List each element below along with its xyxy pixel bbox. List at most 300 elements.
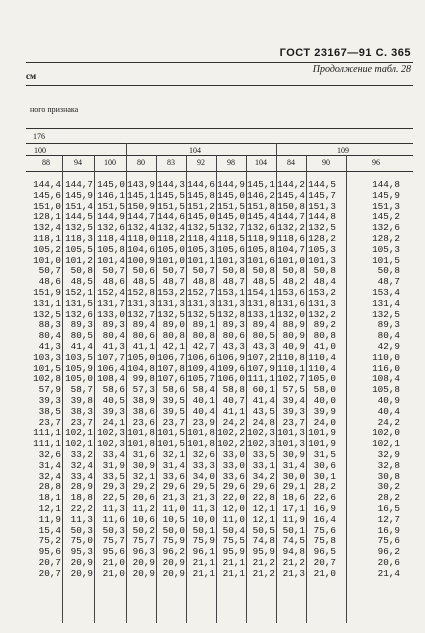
table-cell: 48,7 <box>377 276 400 288</box>
table-cell: 101,0 <box>33 254 61 266</box>
table-cell: 96,1 <box>192 546 215 558</box>
table-cell: 33,0 <box>222 459 245 471</box>
table-cell: 75,6 <box>377 535 400 547</box>
table-cell: 131,5 <box>65 297 93 309</box>
table-cell: 74,8 <box>252 535 275 547</box>
table-cell: 146,1 <box>97 189 125 201</box>
table-cell: 11,3 <box>102 502 125 514</box>
table-cell: 32,1 <box>162 448 185 460</box>
table-cell: 131,3 <box>127 297 155 309</box>
col-head-98: 98 <box>227 158 235 167</box>
header-rule <box>26 62 413 63</box>
table-cell: 102,7 <box>277 373 305 385</box>
table-cell: 131,6 <box>277 297 305 309</box>
data-column-83 <box>156 180 185 579</box>
table-cell: 132,8 <box>217 308 245 320</box>
table-cell: 118,6 <box>277 232 305 244</box>
table-cell: 101,0 <box>157 254 185 266</box>
table-cell: 18,8 <box>70 492 93 504</box>
col-head-90: 90 <box>322 158 330 167</box>
table-cell: 32,9 <box>377 448 400 460</box>
table-cell: 21,0 <box>313 567 336 579</box>
table-cell: 41,0 <box>313 340 336 352</box>
rule-2 <box>26 143 413 144</box>
table-cell: 38,6 <box>132 405 155 417</box>
table-cell: 39,3 <box>38 394 61 406</box>
table-cell: 101,5 <box>33 362 61 374</box>
table-cell: 132,6 <box>97 222 125 234</box>
sign-fragment: ного признака <box>30 105 79 114</box>
table-cell: 28,9 <box>70 481 93 493</box>
table-cell: 50,7 <box>38 265 61 277</box>
table-cell: 101,8 <box>127 427 155 439</box>
table-cell: 106,4 <box>97 362 125 374</box>
table-cell: 132,5 <box>308 222 336 234</box>
table-cell: 33,6 <box>162 470 185 482</box>
col-head-96: 96 <box>372 158 380 167</box>
table-cell: 105,3 <box>187 243 215 255</box>
table-cell: 128,2 <box>372 232 400 244</box>
table-cell: 75,7 <box>102 535 125 547</box>
table-cell: 29,1 <box>282 481 305 493</box>
table-cell: 89,0 <box>162 319 185 331</box>
table-cell: 89,4 <box>132 319 155 331</box>
col-head-104: 104 <box>255 158 267 167</box>
table-cell: 58,7 <box>70 384 93 396</box>
table-cell: 101,5 <box>157 427 185 439</box>
table-cell: 102,1 <box>65 438 93 450</box>
table-cell: 75,9 <box>192 535 215 547</box>
table-cell: 29,2 <box>132 481 155 493</box>
table-cell: 33,4 <box>70 470 93 482</box>
table-cell: 145,0 <box>97 179 125 190</box>
table-cell: 40,9 <box>377 394 400 406</box>
table-cell: 17,1 <box>282 502 305 514</box>
table-cell: 118,4 <box>97 232 125 244</box>
table-cell: 151,5 <box>97 200 125 212</box>
table-cell: 20,9 <box>132 556 155 568</box>
table-cell: 40,9 <box>282 340 305 352</box>
table-cell: 31,4 <box>38 459 61 471</box>
col-head-94: 94 <box>74 158 82 167</box>
table-cell: 23,7 <box>282 416 305 428</box>
col-head-92: 92 <box>197 158 205 167</box>
table-cell: 103,5 <box>65 351 93 363</box>
table-cell: 39,5 <box>162 394 185 406</box>
table-cell: 132,4 <box>157 222 185 234</box>
table-cell: 20,6 <box>377 556 400 568</box>
table-cell: 101,8 <box>187 438 215 450</box>
table-cell: 20,9 <box>132 567 155 579</box>
table-cell: 143,9 <box>127 179 155 190</box>
table-cell: 89,4 <box>252 319 275 331</box>
table-cell: 107,6 <box>157 373 185 385</box>
table-cell: 132,5 <box>157 308 185 320</box>
table-cell: 21,1 <box>192 567 215 579</box>
table-cell: 96,3 <box>132 546 155 558</box>
table-cell: 33,5 <box>102 470 125 482</box>
table-cell: 153,1 <box>217 286 245 298</box>
table-cell: 128,2 <box>308 232 336 244</box>
table-cell: 75,8 <box>313 535 336 547</box>
table-cell: 151,9 <box>33 286 61 298</box>
table-cell: 43,3 <box>252 340 275 352</box>
table-cell: 151,5 <box>217 200 245 212</box>
table-cell: 41,4 <box>70 340 93 352</box>
table-cell: 151,3 <box>308 200 336 212</box>
table-cell: 32,6 <box>192 448 215 460</box>
table-cell: 39,5 <box>162 405 185 417</box>
table-cell: 48,5 <box>132 276 155 288</box>
table-cell: 40,4 <box>377 405 400 417</box>
table-cell: 102,3 <box>247 438 275 450</box>
table-cell: 80,8 <box>313 330 336 342</box>
table-cell: 145,4 <box>247 211 275 223</box>
table-cell: 105,8 <box>97 243 125 255</box>
table-cell: 10,0 <box>192 513 215 525</box>
table-cell: 39,8 <box>70 394 93 406</box>
table-cell: 10,6 <box>132 513 155 525</box>
table-cell: 21,0 <box>102 556 125 568</box>
unit-fragment: см <box>26 71 37 81</box>
table-cell: 95,6 <box>102 546 125 558</box>
table-cell: 20,6 <box>132 492 155 504</box>
table-cell: 18,6 <box>282 492 305 504</box>
table-cell: 50,1 <box>282 524 305 536</box>
col-head-100: 100 <box>104 158 116 167</box>
table-cell: 24,2 <box>377 416 400 428</box>
table-cell: 80,5 <box>252 330 275 342</box>
table-cell: 101,9 <box>308 427 336 439</box>
table-cell: 39,9 <box>313 405 336 417</box>
table-cell: 58,6 <box>162 384 185 396</box>
table-cell: 106,0 <box>217 373 245 385</box>
table-cell: 105,0 <box>65 373 93 385</box>
table-cell: 12,1 <box>252 513 275 525</box>
table-cell: 102,3 <box>97 427 125 439</box>
table-cell: 131,3 <box>308 297 336 309</box>
table-cell: 48,5 <box>252 276 275 288</box>
table-cell: 132,4 <box>33 222 61 234</box>
table-cell: 105,3 <box>308 243 336 255</box>
table-cell: 12,1 <box>38 502 61 514</box>
table-cell: 133,1 <box>247 308 275 320</box>
table-cell: 107,8 <box>157 362 185 374</box>
table-cell: 50,8 <box>313 265 336 277</box>
table-cell: 33,4 <box>102 448 125 460</box>
table-cell: 101,3 <box>308 254 336 266</box>
table-cell: 108,4 <box>372 373 400 385</box>
table-cell: 75,0 <box>70 535 93 547</box>
table-cell: 118,9 <box>247 232 275 244</box>
table-cell: 101,6 <box>247 254 275 266</box>
table-cell: 132,4 <box>127 222 155 234</box>
table-cell: 144,7 <box>277 211 305 223</box>
table-cell: 41,1 <box>222 405 245 417</box>
table-cell: 144,4 <box>33 179 61 190</box>
table-cell: 88,3 <box>38 319 61 331</box>
table-cell: 41,3 <box>38 340 61 352</box>
table-cell: 151,4 <box>65 200 93 212</box>
table-cell: 32,4 <box>38 470 61 482</box>
table-cell: 105,2 <box>33 243 61 255</box>
table-cell: 144,7 <box>65 179 93 190</box>
table-cell: 30,8 <box>377 470 400 482</box>
table-cell: 38,5 <box>38 405 61 417</box>
table-cell: 33,2 <box>70 448 93 460</box>
table-cell: 30,1 <box>313 470 336 482</box>
table-cell: 38,9 <box>132 394 155 406</box>
table-cell: 28,8 <box>38 481 61 493</box>
table-cell: 102,2 <box>217 438 245 450</box>
table-cell: 96,5 <box>313 546 336 558</box>
table-cell: 110,4 <box>308 351 336 363</box>
table-cell: 110,0 <box>372 351 400 363</box>
table-cell: 101,8 <box>187 427 215 439</box>
table-cell: 11,6 <box>102 513 125 525</box>
table-cell: 144,8 <box>372 179 400 190</box>
table-cell: 48,7 <box>162 276 185 288</box>
data-column-94 <box>62 180 93 579</box>
table-cell: 132,7 <box>217 222 245 234</box>
table-cell: 132,5 <box>33 308 61 320</box>
table-cell: 50,8 <box>252 265 275 277</box>
table-cell: 15,4 <box>38 524 61 536</box>
table-cell: 50,8 <box>282 265 305 277</box>
col-head-84: 84 <box>287 158 295 167</box>
table-cell: 131,7 <box>97 297 125 309</box>
table-cell: 30,9 <box>282 448 305 460</box>
table-cell: 107,2 <box>247 351 275 363</box>
table-cell: 48,2 <box>282 276 305 288</box>
table-cell: 153,2 <box>157 286 185 298</box>
table-cell: 89,3 <box>102 319 125 331</box>
top-value: 176 <box>33 132 45 141</box>
table-cell: 144,5 <box>65 211 93 223</box>
table-cell: 145,0 <box>187 211 215 223</box>
table-cell: 20,7 <box>38 567 61 579</box>
table-cell: 131,8 <box>247 297 275 309</box>
table-cell: 21,1 <box>222 556 245 568</box>
table-cell: 105,7 <box>187 373 215 385</box>
table-cell: 132,6 <box>372 222 400 234</box>
table-cell: 50,7 <box>192 265 215 277</box>
table-cell: 80,4 <box>102 330 125 342</box>
table-cell: 144,6 <box>187 179 215 190</box>
table-cell: 95,9 <box>222 546 245 558</box>
table-cell: 75,2 <box>38 535 61 547</box>
standard-header: ГОСТ 23167—91 С. 365 <box>279 47 411 59</box>
table-cell: 89,3 <box>377 319 400 331</box>
table-cell: 89,3 <box>222 319 245 331</box>
table-cell: 110,8 <box>277 351 305 363</box>
table-cell: 24,8 <box>252 416 275 428</box>
table-cell: 21,4 <box>377 567 400 579</box>
table-cell: 50,0 <box>162 524 185 536</box>
table-cell: 10,5 <box>162 513 185 525</box>
table-cell: 30,0 <box>282 470 305 482</box>
table-cell: 48,6 <box>102 276 125 288</box>
table-cell: 57,5 <box>282 384 305 396</box>
table-cell: 42,9 <box>377 340 400 352</box>
table-cell: 118,0 <box>127 232 155 244</box>
table-cell: 101,3 <box>277 427 305 439</box>
table-cell: 102,1 <box>65 427 93 439</box>
table-cell: 145,8 <box>187 189 215 201</box>
table-cell: 133,0 <box>97 308 125 320</box>
table-cell: 101,3 <box>277 438 305 450</box>
data-column-98 <box>216 180 245 579</box>
table-cell: 144,2 <box>277 179 305 190</box>
table-cell: 153,2 <box>308 286 336 298</box>
table-cell: 152,1 <box>65 286 93 298</box>
table-cell: 104,7 <box>277 243 305 255</box>
table-cell: 23,7 <box>38 416 61 428</box>
table-cell: 22,0 <box>222 492 245 504</box>
table-cell: 80,8 <box>192 330 215 342</box>
table-cell: 95,3 <box>70 546 93 558</box>
table-cell: 109,6 <box>217 362 245 374</box>
data-column-88 <box>30 180 61 579</box>
table-cell: 105,8 <box>372 384 400 396</box>
table-cell: 75,5 <box>222 535 245 547</box>
table-cell: 34,0 <box>192 470 215 482</box>
table-cell: 151,5 <box>157 200 185 212</box>
table-cell: 12,0 <box>222 502 245 514</box>
table-cell: 107,9 <box>247 362 275 374</box>
table-cell: 41,3 <box>102 340 125 352</box>
table-cell: 50,8 <box>70 265 93 277</box>
table-cell: 31,9 <box>102 459 125 471</box>
table-cell: 33,5 <box>252 448 275 460</box>
table-cell: 101,3 <box>217 254 245 266</box>
table-cell: 80,4 <box>38 330 61 342</box>
table-cell: 58,4 <box>192 384 215 396</box>
col-head-88: 88 <box>42 158 50 167</box>
table-cell: 23,9 <box>192 416 215 428</box>
table-cell: 50,1 <box>192 524 215 536</box>
table-cell: 75,7 <box>132 535 155 547</box>
table-cell: 145,2 <box>372 211 400 223</box>
table-cell: 33,6 <box>222 470 245 482</box>
table-cell: 102,2 <box>217 427 245 439</box>
table-cell: 50,2 <box>132 524 155 536</box>
table-cell: 145,1 <box>247 179 275 190</box>
table-cell: 154,1 <box>247 286 275 298</box>
table-cell: 144,5 <box>308 179 336 190</box>
table-cell: 40,4 <box>192 405 215 417</box>
table-cell: 153,6 <box>277 286 305 298</box>
table-cell: 118,4 <box>187 232 215 244</box>
table-cell: 89,3 <box>70 319 93 331</box>
table-cell: 41,1 <box>132 340 155 352</box>
table-cell: 101,1 <box>187 254 215 266</box>
table-cell: 21,1 <box>222 567 245 579</box>
table-cell: 101,2 <box>65 254 93 266</box>
table-cell: 11,0 <box>222 513 245 525</box>
table-cell: 105,3 <box>372 243 400 255</box>
group-100: 100 <box>34 146 46 155</box>
table-cell: 108,4 <box>97 373 125 385</box>
table-cell: 101,0 <box>277 254 305 266</box>
table-cell: 101,4 <box>97 254 125 266</box>
table-cell: 58,6 <box>102 384 125 396</box>
table-cell: 40,1 <box>192 394 215 406</box>
table-cell: 48,7 <box>222 276 245 288</box>
table-cell: 102,3 <box>97 438 125 450</box>
table-cell: 20,7 <box>313 556 336 568</box>
table-cell: 102,0 <box>372 427 400 439</box>
table-cell: 24,0 <box>313 416 336 428</box>
table-cell: 58,0 <box>313 384 336 396</box>
table-cell: 104,8 <box>127 362 155 374</box>
table-cell: 131,4 <box>372 297 400 309</box>
table-cell: 95,6 <box>38 546 61 558</box>
table-cell: 40,0 <box>313 394 336 406</box>
continuation-label: Продолжение табл. 28 <box>312 64 411 75</box>
table-cell: 50,8 <box>377 265 400 277</box>
table-cell: 80,6 <box>132 330 155 342</box>
table-cell: 132,5 <box>372 308 400 320</box>
data-column-104 <box>246 180 275 579</box>
table-cell: 50,5 <box>252 524 275 536</box>
table-cell: 80,6 <box>222 330 245 342</box>
table-cell: 22,5 <box>102 492 125 504</box>
table-cell: 110,4 <box>308 362 336 374</box>
table-cell: 31,5 <box>313 448 336 460</box>
table-cell: 43,5 <box>252 405 275 417</box>
table-cell: 31,4 <box>282 459 305 471</box>
table-cell: 21,2 <box>252 567 275 579</box>
data-column-96 <box>346 180 400 579</box>
table-cell: 32,1 <box>132 470 155 482</box>
table-cell: 131,1 <box>33 297 61 309</box>
table-cell: 104,6 <box>127 243 155 255</box>
table-cell: 151,3 <box>372 200 400 212</box>
data-column-92 <box>186 180 215 579</box>
table-cell: 105,0 <box>157 243 185 255</box>
group-104: 104 <box>189 146 201 155</box>
table-cell: 101,5 <box>372 254 400 266</box>
table-cell: 28,2 <box>377 492 400 504</box>
table-cell: 57,9 <box>38 384 61 396</box>
table-cell: 132,0 <box>277 308 305 320</box>
table-cell: 75,9 <box>162 535 185 547</box>
table-cell: 145,6 <box>33 189 61 201</box>
table-cell: 132,6 <box>65 308 93 320</box>
table-cell: 50,8 <box>222 265 245 277</box>
table-cell: 80,9 <box>282 330 305 342</box>
data-column-90 <box>306 180 336 579</box>
table-cell: 145,9 <box>65 189 93 201</box>
table-cell: 144,3 <box>157 179 185 190</box>
table-cell: 20,9 <box>162 567 185 579</box>
table-cell: 89,2 <box>313 319 336 331</box>
table-cell: 131,3 <box>217 297 245 309</box>
table-cell: 145,1 <box>127 189 155 201</box>
table-cell: 21,1 <box>192 556 215 568</box>
table-cell: 42,7 <box>192 340 215 352</box>
table-cell: 29,6 <box>252 481 275 493</box>
table-cell: 41,4 <box>252 394 275 406</box>
table-cell: 105,5 <box>65 243 93 255</box>
table-cell: 32,6 <box>38 448 61 460</box>
table-cell: 32,4 <box>70 459 93 471</box>
table-cell: 21,2 <box>252 556 275 568</box>
table-cell: 151,8 <box>247 200 275 212</box>
table-cell: 152,7 <box>187 286 215 298</box>
table-cell: 29,6 <box>222 481 245 493</box>
